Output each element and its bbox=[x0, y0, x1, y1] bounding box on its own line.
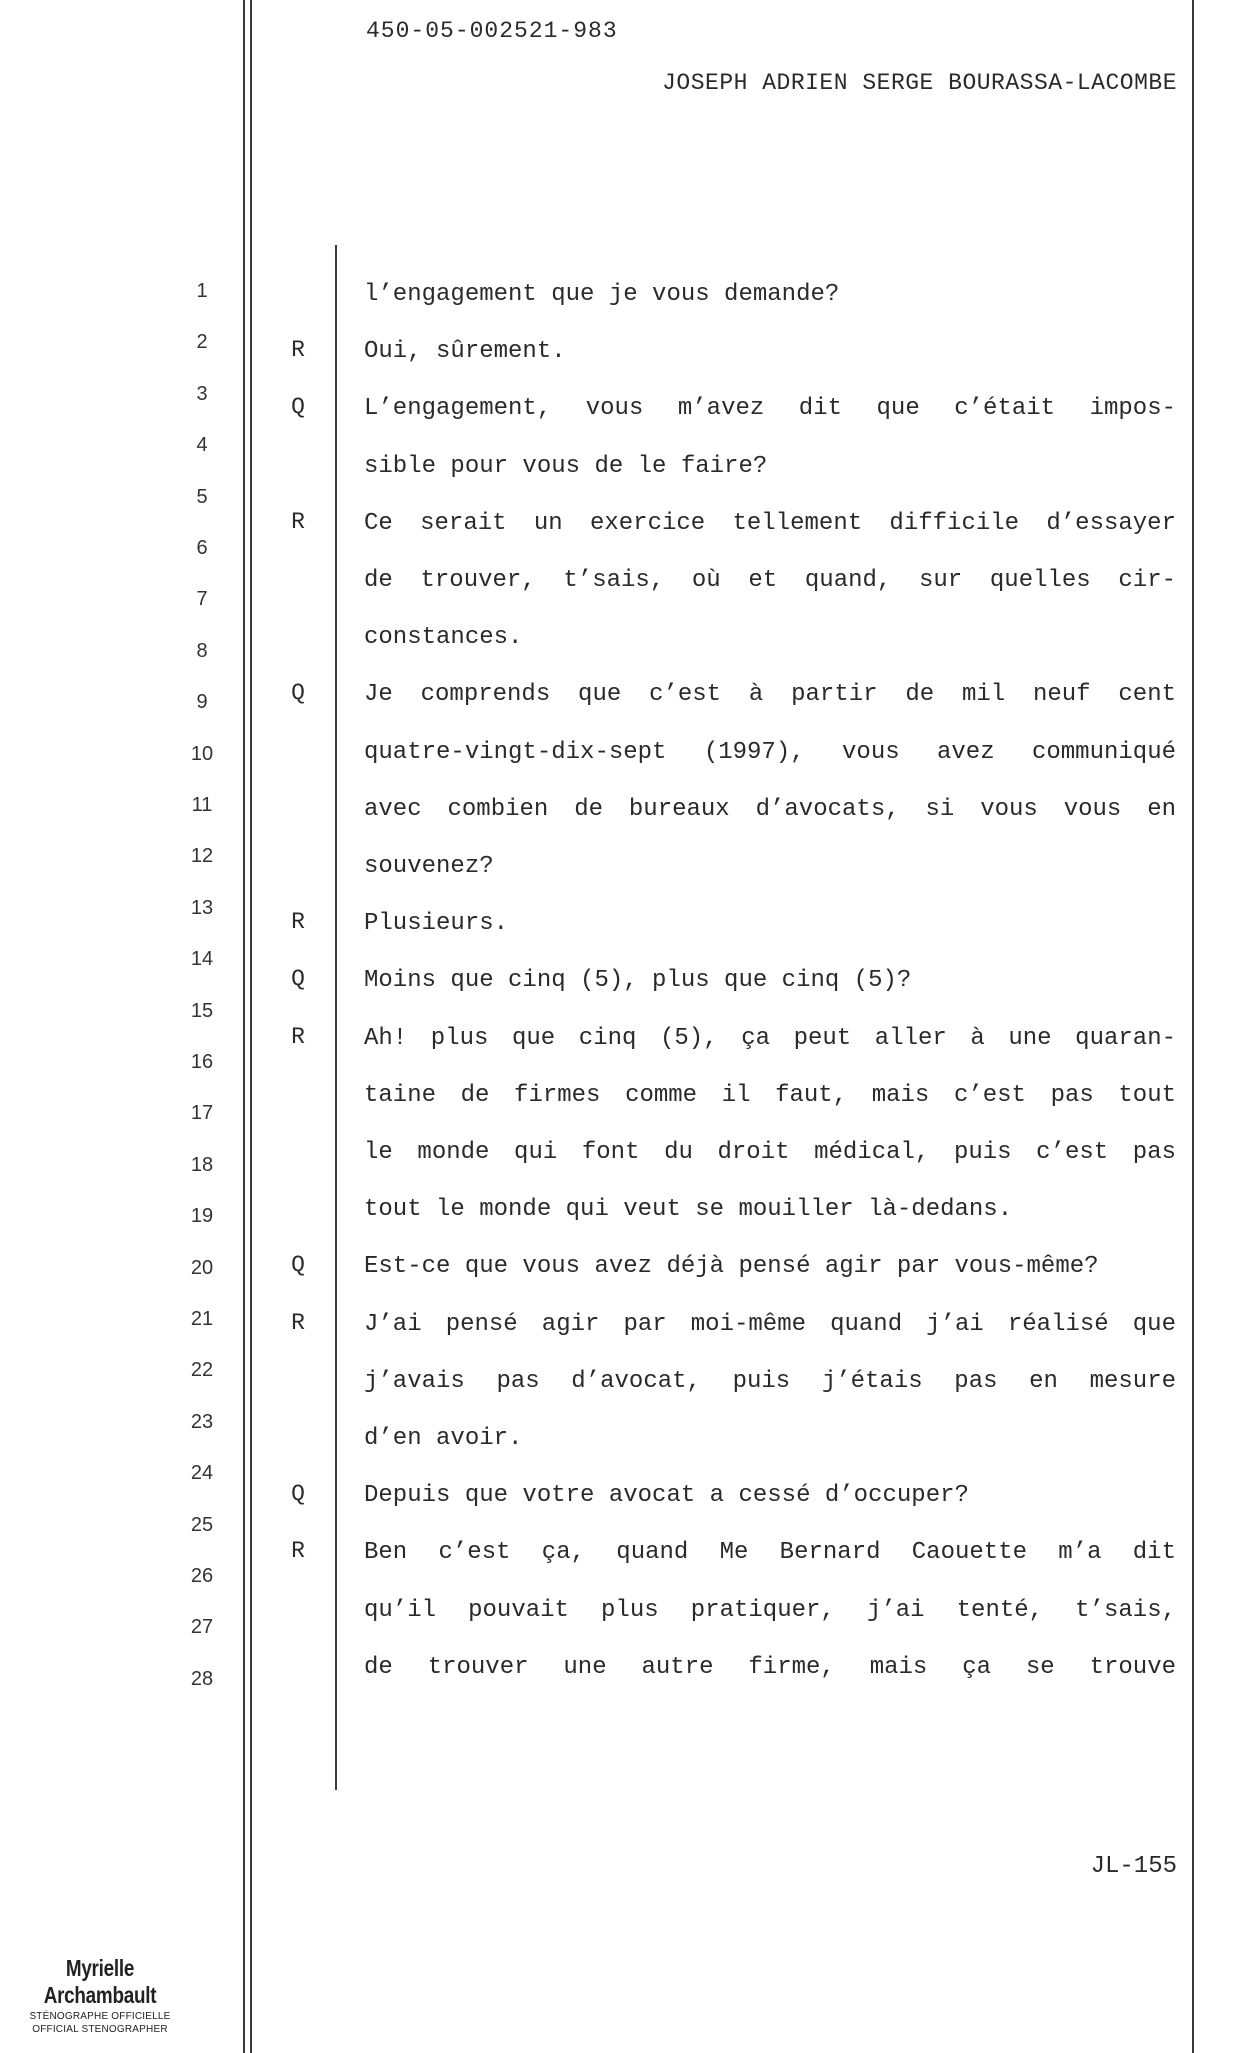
transcript-line: de trouver une autre firme, mais ça se trouve bbox=[364, 1653, 1176, 1681]
page-number: JL-155 bbox=[1090, 1853, 1177, 1880]
margin-number: 28 bbox=[190, 1667, 214, 1690]
transcript-line: Ben c’est ça, quand Me Bernard Caouette m’a dit bbox=[364, 1539, 1176, 1567]
speaker-marker: Q bbox=[291, 680, 305, 707]
margin-number: 15 bbox=[190, 999, 214, 1022]
margin-number: 22 bbox=[190, 1359, 214, 1382]
stenographer-name: Myrielle Archambault bbox=[43, 1955, 157, 2008]
margin-number: 17 bbox=[190, 1102, 214, 1125]
transcript-line: Moins que cinq (5), plus que cinq (5)? bbox=[364, 967, 912, 995]
speaker-marker: R bbox=[291, 1538, 305, 1565]
margin-number: 18 bbox=[190, 1153, 214, 1176]
stenographer-title-en: OFFICIAL STENOGRAPHER bbox=[32, 2024, 168, 2035]
speaker-marker: R bbox=[291, 1023, 305, 1050]
margin-number: 19 bbox=[190, 1205, 214, 1228]
stenographer-title-fr: STÉNOGRAPHE OFFICIELLE bbox=[29, 2011, 171, 2022]
margin-number: 16 bbox=[190, 1051, 214, 1073]
margin-number: 21 bbox=[190, 1308, 214, 1330]
transcript-line: tout le monde qui veut se mouiller là-dedans. bbox=[364, 1196, 1013, 1224]
speaker-marker: Q bbox=[291, 966, 305, 993]
speaker-column-rule bbox=[335, 245, 337, 1790]
case-number: 450-05-002521-983 bbox=[366, 18, 618, 44]
margin-number: 27 bbox=[190, 1616, 214, 1639]
transcript-line: l’engagement que je vous demande? bbox=[364, 281, 840, 308]
margin-number: 10 bbox=[190, 742, 214, 765]
margin-number: 20 bbox=[190, 1256, 214, 1279]
transcript-line: j’avais pas d’avocat, puis j’étais pas en mesure bbox=[364, 1367, 1176, 1395]
stenographer-stamp bbox=[0, 1955, 200, 2035]
left-margin-rule-2 bbox=[250, 0, 252, 2053]
margin-number: 3 bbox=[196, 382, 208, 405]
transcript-line: J’ai pensé agir par moi-même quand j’ai réalisé que bbox=[364, 1310, 1176, 1338]
transcript-line: taine de firmes comme il faut, mais c’est pas tout bbox=[364, 1081, 1176, 1109]
margin-number: 11 bbox=[191, 794, 213, 816]
margin-number: 25 bbox=[190, 1513, 214, 1536]
transcript-line: de trouver, t’sais, où et quand, sur quelles cir- bbox=[364, 567, 1176, 594]
transcript-line: qu’il pouvait plus pratiquer, j’ai tenté, t’sais, bbox=[364, 1596, 1176, 1624]
margin-number: 12 bbox=[190, 845, 214, 868]
speaker-marker: Q bbox=[291, 394, 305, 421]
margin-number: 26 bbox=[190, 1565, 214, 1587]
transcript-line: L’engagement, vous m’avez dit que c’était impos- bbox=[364, 395, 1176, 423]
margin-number: 4 bbox=[196, 434, 208, 457]
transcript-line: Je comprends que c’est à partir de mil neuf cent bbox=[364, 681, 1176, 709]
speaker-marker: R bbox=[291, 337, 305, 364]
transcript-line: le monde qui font du droit médical, puis c’est pas bbox=[364, 1139, 1176, 1166]
transcript-line: constances. bbox=[364, 624, 523, 652]
margin-number: 23 bbox=[190, 1410, 214, 1433]
margin-number: 24 bbox=[190, 1462, 214, 1485]
speaker-marker: Q bbox=[291, 1481, 305, 1508]
margin-number: 9 bbox=[196, 691, 208, 714]
speaker-marker: R bbox=[291, 508, 305, 535]
margin-number: 8 bbox=[196, 639, 208, 662]
transcript-line: Ce serait un exercice tellement difficile d’essayer bbox=[364, 509, 1176, 537]
witness-name: JOSEPH ADRIEN SERGE BOURASSA-LACOMBE bbox=[662, 70, 1177, 96]
margin-number: 2 bbox=[196, 331, 208, 354]
margin-number: 6 bbox=[196, 537, 208, 559]
speaker-marker: R bbox=[291, 1309, 305, 1336]
transcript-line: Plusieurs. bbox=[364, 910, 509, 938]
transcript-line: Est-ce que vous avez déjà pensé agir par vous-même? bbox=[364, 1253, 1099, 1281]
transcript-line: Ah! plus que cinq (5), ça peut aller à une quaran- bbox=[364, 1024, 1176, 1052]
margin-number: 7 bbox=[196, 588, 208, 611]
left-margin-rule-1 bbox=[243, 0, 245, 2053]
margin-number: 5 bbox=[196, 485, 208, 508]
margin-number: 1 bbox=[196, 280, 208, 302]
right-margin-rule bbox=[1192, 0, 1194, 2053]
speaker-marker: Q bbox=[291, 1252, 305, 1279]
transcript-line: sible pour vous de le faire? bbox=[364, 452, 768, 480]
transcript-line: avec combien de bureaux d’avocats, si vous vous en bbox=[364, 795, 1176, 823]
margin-number: 13 bbox=[190, 896, 214, 919]
transcript-line: Depuis que votre avocat a cessé d’occuper? bbox=[364, 1482, 969, 1510]
margin-number: 14 bbox=[190, 948, 214, 971]
transcript-line: quatre-vingt-dix-sept (1997), vous avez communiqué bbox=[364, 738, 1176, 766]
transcript-line: d’en avoir. bbox=[364, 1425, 523, 1452]
transcript-line: souvenez? bbox=[364, 853, 494, 880]
transcript-line: Oui, sûrement. bbox=[364, 338, 566, 366]
speaker-marker: R bbox=[291, 909, 305, 936]
